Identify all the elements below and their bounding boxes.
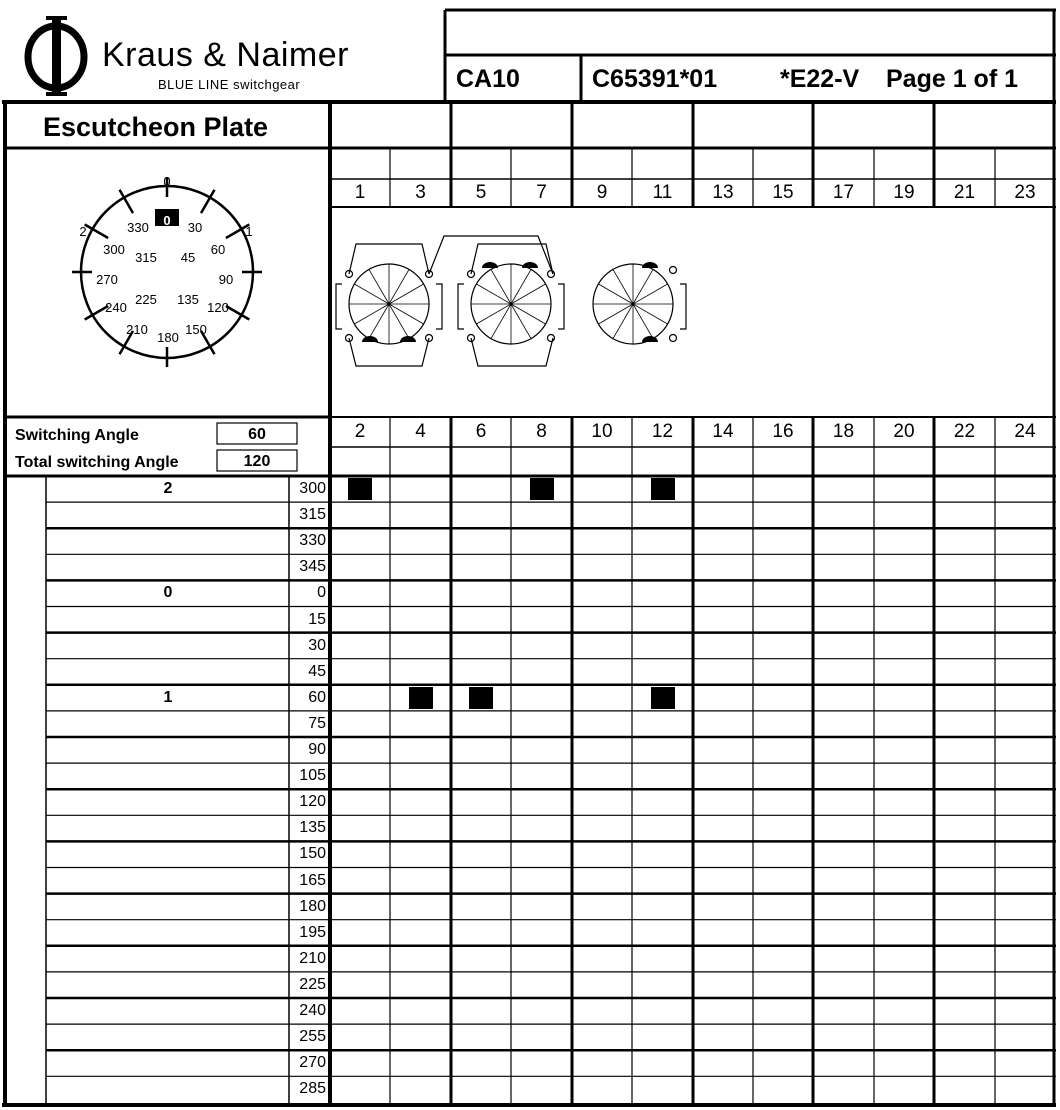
code-label: C65391*01 (592, 65, 718, 93)
table-row-angle: 0 (317, 584, 326, 602)
table-row-angle: 135 (299, 819, 326, 837)
table-row-angle: 225 (299, 975, 326, 993)
dial-angle-150: 150 (185, 322, 207, 337)
table-row-angle: 240 (299, 1002, 326, 1019)
terminal-18: 18 (832, 421, 855, 442)
table-row-angle: 315 (299, 506, 326, 524)
dial-angle-225: 225 (135, 292, 157, 307)
table-row-angle: 330 (299, 532, 326, 550)
total-switching-angle-label: Total switching Angle (15, 454, 179, 471)
dial-angle-135: 135 (177, 292, 199, 307)
switching-angle-label: Switching Angle (15, 427, 139, 444)
table-row-angle: 30 (308, 636, 326, 654)
contact-diagram (330, 208, 1056, 416)
table-row-angle: 150 (299, 845, 326, 863)
terminal-12: 12 (651, 421, 674, 442)
logo (22, 14, 422, 100)
dial-angle-120: 120 (207, 300, 229, 315)
terminal-20: 20 (893, 421, 915, 442)
terminal-1: 1 (354, 182, 366, 203)
terminal-23: 23 (1014, 182, 1036, 203)
table-row-angle: 285 (299, 1080, 326, 1098)
contact-closed-mark (530, 478, 554, 500)
dial-angle-270: 270 (96, 272, 118, 287)
terminal-19: 19 (893, 182, 915, 203)
table-row-angle: 345 (299, 558, 326, 576)
table-row-angle: 120 (299, 793, 326, 811)
terminal-24: 24 (1014, 421, 1036, 442)
table-row-angle: 195 (299, 923, 326, 941)
dial-angle-30: 30 (187, 220, 203, 235)
terminal-10: 10 (591, 421, 613, 442)
table-row-angle: 165 (299, 871, 326, 889)
terminal-16: 16 (772, 421, 794, 442)
series-label: CA10 (456, 65, 520, 93)
terminal-21: 21 (953, 182, 976, 203)
table-row-angle: 180 (299, 897, 326, 915)
table-row-angle: 210 (299, 949, 326, 967)
table-row-angle: 270 (299, 1054, 326, 1072)
contact-closed-mark (469, 687, 493, 709)
dial-angle-90: 90 (218, 272, 234, 287)
table-row-angle: 15 (308, 610, 326, 628)
switching-angle-value: 60 (248, 426, 266, 443)
terminal-14: 14 (712, 421, 734, 442)
table-row-angle: 105 (299, 767, 326, 785)
table-row-angle: 75 (308, 714, 326, 732)
dial-angle-180: 180 (157, 330, 179, 345)
total-switching-angle-value: 120 (243, 453, 271, 470)
table-row-angle: 60 (308, 688, 326, 706)
dial-position-0-selected: 0 (163, 213, 171, 228)
table-row-position: 0 (163, 584, 173, 602)
dial-position-2: 2 (79, 224, 87, 239)
table-row-position: 1 (163, 688, 173, 706)
dial-angle-60: 60 (210, 242, 226, 257)
phi-logo-icon (22, 14, 92, 100)
dial-angle-330: 330 (127, 220, 149, 235)
contact-closed-mark (409, 687, 433, 709)
table-row-position: 2 (163, 480, 173, 497)
table-row-angle: 300 (299, 480, 326, 497)
terminal-11: 11 (652, 182, 673, 203)
escutcheon-dial (0, 150, 330, 418)
terminal-17: 17 (832, 182, 855, 203)
table-row-angle: 255 (299, 1028, 326, 1046)
terminal-15: 15 (772, 182, 794, 203)
brand-name: Kraus & Naimer (102, 36, 349, 74)
section-title: Escutcheon Plate (43, 112, 269, 142)
dial-angle-210: 210 (126, 322, 148, 337)
contact-closed-mark (651, 687, 675, 709)
dial-angle-315: 315 (135, 250, 157, 265)
contact-closed-mark (651, 478, 675, 500)
dial-angle-300: 300 (103, 242, 125, 257)
contact-closed-mark (348, 478, 372, 500)
dial-position-1: 1 (245, 224, 253, 239)
variant-label: *E22-V (780, 65, 860, 93)
terminal-8: 8 (536, 421, 547, 442)
terminal-5: 5 (475, 182, 487, 203)
terminal-9: 9 (596, 182, 608, 203)
dial-angle-45: 45 (180, 250, 196, 265)
terminal-6: 6 (475, 421, 487, 442)
dial-angle-240: 240 (105, 300, 127, 315)
terminal-4: 4 (415, 421, 426, 442)
table-row-angle: 90 (308, 741, 326, 758)
terminal-3: 3 (415, 182, 426, 203)
page-label: Page 1 of 1 (886, 65, 1018, 93)
terminal-13: 13 (712, 182, 734, 203)
terminal-22: 22 (953, 421, 976, 442)
terminal-7: 7 (536, 182, 547, 203)
dial-position-0: 0 (163, 174, 171, 189)
brand-subtitle: BLUE LINE switchgear (158, 77, 301, 92)
terminal-2: 2 (354, 421, 366, 442)
table-row-angle: 45 (308, 662, 326, 680)
